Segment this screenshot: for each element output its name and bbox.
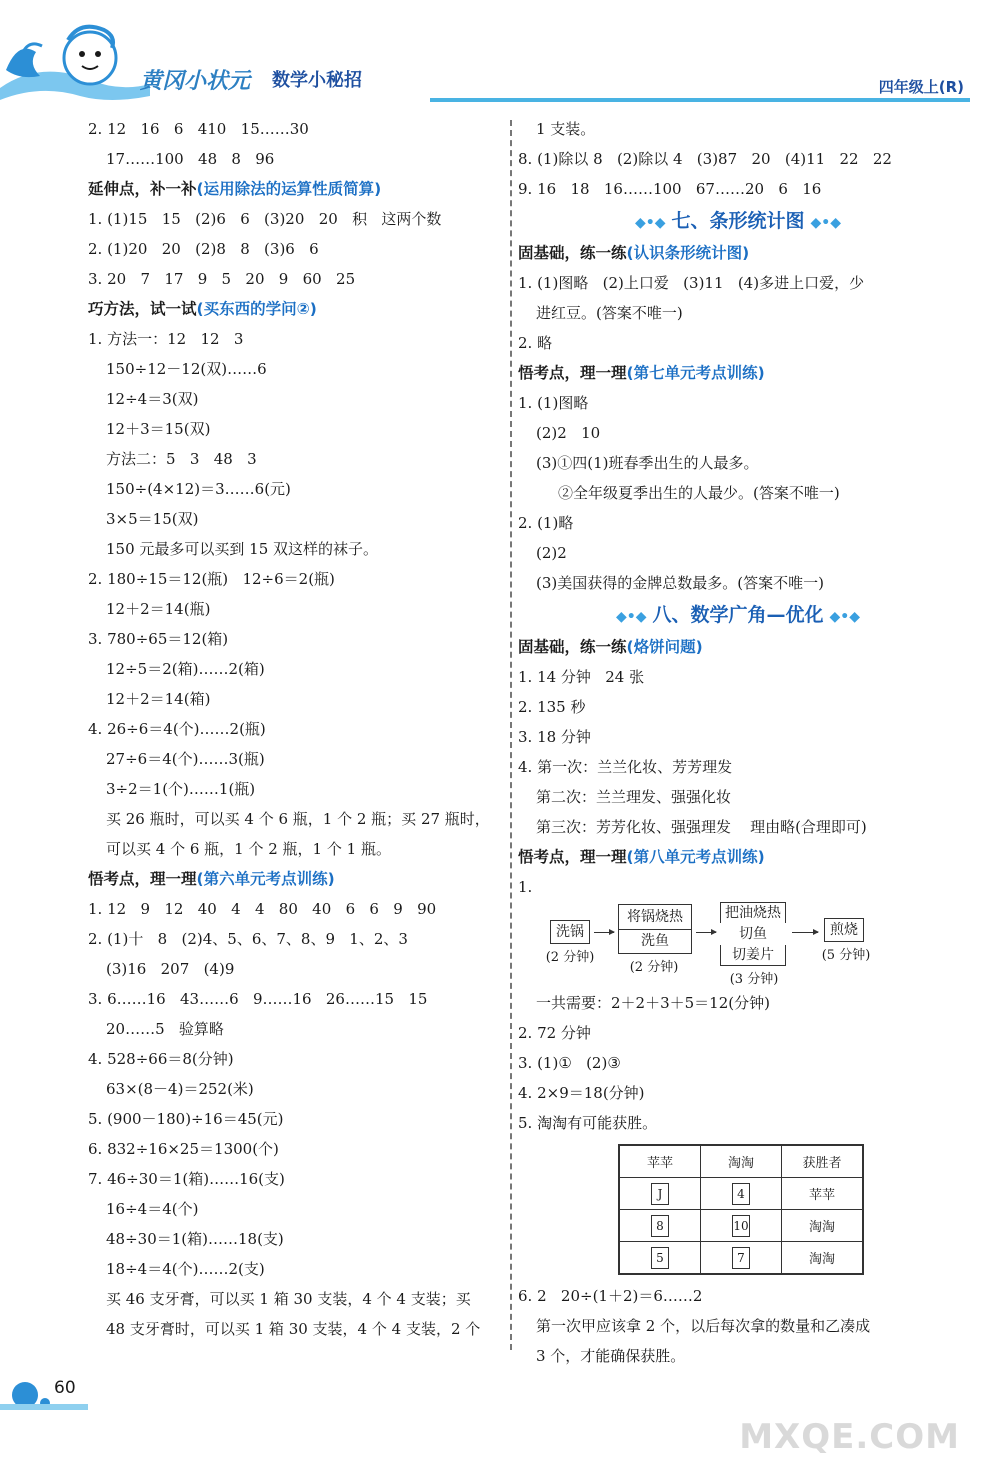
table-cell: 苹苹 (782, 1178, 864, 1210)
section-title: 巧方法，试一试 (88, 300, 197, 318)
answer-line: 3÷2＝1(个)……1(瓶) (106, 780, 256, 798)
answer-line: (3)16 207 (4)9 (106, 960, 235, 978)
answer-line: 48÷30＝1(箱)……18(支) (106, 1230, 284, 1248)
answer-line: 3. (1)① (2)③ (518, 1054, 621, 1072)
flow-cut-ginger-label: 切姜片 (720, 945, 786, 966)
diamond-ornament-icon: ◆•◆ (829, 609, 860, 625)
flow-wash-fish-label: 洗鱼 (641, 933, 669, 949)
flow-arrow-icon (594, 932, 614, 933)
answer-line: 16÷4＝4(个) (106, 1200, 199, 1218)
diamond-ornament-icon: ◆•◆ (616, 609, 647, 625)
answer-line: 27÷6＝4(个)……3(瓶) (106, 750, 265, 768)
answer-line: 1 支装。 (536, 120, 596, 138)
game-result-table (618, 1144, 864, 1275)
table-cell: 淘淘 (782, 1210, 864, 1242)
answer-line: 12÷5＝2(箱)……2(箱) (106, 660, 265, 678)
answer-line: 5. (900－180)÷16＝45(元) (88, 1110, 284, 1128)
answer-line: 150÷12－12(双)……6 (106, 360, 267, 378)
answer-line: 1. 方法一：12 12 3 (88, 330, 244, 348)
table-header-cell: 淘淘 (701, 1145, 782, 1178)
table-header-cell: 苹苹 (619, 1145, 701, 1178)
section-note: (烙饼问题) (626, 638, 703, 656)
answer-line: 17……100 48 8 96 (106, 150, 275, 168)
table-header-cell: 获胜者 (782, 1145, 864, 1178)
page-number: 60 (54, 1378, 76, 1398)
answer-line: 2. (1)十 8 (2)4、5、6、7、8、9 1、2、3 (88, 930, 408, 948)
answer-line: 150 元最多可以买到 15 双这样的袜子。 (106, 540, 379, 558)
section-note: (第八单元考点训练) (626, 848, 765, 866)
chapter-title (518, 598, 958, 632)
answer-line: 7. 46÷30＝1(箱)……16(支) (88, 1170, 285, 1188)
answer-line: 方法二：5 3 48 3 (106, 450, 257, 468)
answer-line: 3. 20 7 17 9 5 20 9 60 25 (88, 270, 356, 288)
diamond-ornament-icon: ◆•◆ (635, 215, 666, 231)
section-note: (运用除法的运算性质简算) (196, 180, 382, 198)
section-heading (518, 842, 958, 872)
flow-step-fry: 煎烧 (824, 918, 864, 942)
answer-line: 6. 832÷16×25＝1300(个) (88, 1140, 279, 1158)
answer-line: 可以买 4 个 6 瓶，1 个 2 瓶，1 个 1 瓶。 (106, 840, 391, 858)
flow-time-4: (5 分钟) (821, 948, 871, 963)
answer-line: 63×(8－4)＝252(米) (106, 1080, 254, 1098)
section-title: 悟考点，理一理 (88, 870, 197, 888)
table-cell: 淘淘 (782, 1242, 864, 1275)
answer-line: 4. 第一次：兰兰化妆、芳芳理发 (518, 758, 733, 776)
table-cell (619, 1210, 701, 1242)
flow-arrow-icon (696, 932, 716, 933)
answer-line: (2)2 10 (536, 424, 601, 442)
section-heading (518, 238, 958, 268)
column-divider (510, 120, 512, 1350)
chapter-title-text: 七、条形统计图 (671, 210, 805, 232)
answer-line: 3. 780÷65＝12(箱) (88, 630, 229, 648)
answer-line: 2. 180÷15＝12(瓶) 12÷6＝2(瓶) (88, 570, 335, 588)
section-note: (第六单元考点训练) (196, 870, 335, 888)
table-cell (701, 1210, 782, 1242)
card-value: 8 (651, 1215, 669, 1237)
card-value: J (651, 1183, 669, 1205)
section-heading (88, 174, 508, 204)
right-column (518, 114, 958, 1371)
answer-line: 一共需要：2＋2＋3＋5＝12(分钟) (536, 994, 770, 1012)
answer-line: 5. 淘淘有可能获胜。 (518, 1114, 658, 1132)
answer-line: 4. 26÷6＝4(个)……2(瓶) (88, 720, 266, 738)
diamond-ornament-icon: ◆•◆ (810, 215, 841, 231)
answer-line: 3×5＝15(双) (106, 510, 199, 528)
section-title: 延伸点，补一补 (88, 180, 197, 198)
footer-bar (0, 1404, 88, 1410)
table-cell (619, 1242, 701, 1275)
answer-line: 买 26 瓶时，可以买 4 个 6 瓶，1 个 2 瓶；买 27 瓶时， (106, 810, 490, 828)
answer-line: 1. (1)15 15 (2)6 6 (3)20 20 积 这两个数 (88, 210, 442, 228)
flow-heat-oil-label: 把油烧热 (720, 902, 786, 923)
table-row (619, 1210, 863, 1242)
answer-line: 20……5 验算略 (106, 1020, 224, 1038)
section-note: (认识条形统计图) (626, 244, 750, 262)
table-row (619, 1178, 863, 1210)
flow-time-3: (3 分钟) (729, 972, 779, 987)
flow-time-1: (2 分钟) (545, 950, 595, 965)
answer-line: 150÷(4×12)＝3……6(元) (106, 480, 291, 498)
answer-line: 12＋2＝14(瓶) (106, 600, 211, 618)
table-cell (701, 1242, 782, 1275)
answer-line: 1. 14 分钟 24 张 (518, 668, 645, 686)
page-header (0, 0, 1000, 110)
flow-step-wash-pot: 洗锅 (550, 920, 590, 944)
card-value: 10 (732, 1215, 750, 1237)
flow-step-prepare (720, 902, 786, 966)
answer-line: 48 支牙膏时，可以买 1 箱 30 支装，4 个 4 支装，2 个 (106, 1320, 481, 1338)
table-header-row (619, 1145, 863, 1178)
answer-line: 第二次：兰兰理发、强强化妆 (536, 788, 732, 806)
answer-line: 第一次甲应该拿 2 个，以后每次拿的数量和乙凑成 (536, 1317, 871, 1335)
flow-cut-fish-label: 切鱼 (739, 926, 767, 942)
section-title: 悟考点，理一理 (518, 848, 627, 866)
answer-line: 1. (1)图略 (518, 394, 589, 412)
answer-line: 3. 18 分钟 (518, 728, 591, 746)
answer-line: 第三次：芳芳化妆、强强理发 理由略(合理即可) (536, 818, 867, 836)
answer-line: 12＋2＝14(箱) (106, 690, 211, 708)
answer-line: 2. 12 16 6 410 15……30 (88, 120, 309, 138)
book-subtitle: 数学小秘招 (272, 70, 362, 91)
answer-line: 3. 6……16 43……6 9……16 26……15 15 (88, 990, 428, 1008)
answer-line: 6. 2 20÷(1＋2)＝6……2 (518, 1287, 703, 1305)
answer-line: 2. 略 (518, 334, 553, 352)
answer-line: 2. (1)略 (518, 514, 574, 532)
card-value: 4 (732, 1183, 750, 1205)
chapter-title-text: 八、数学广角—优化 (652, 604, 824, 626)
header-line (430, 98, 970, 102)
table-cell (701, 1178, 782, 1210)
section-heading (518, 358, 958, 388)
chapter-title (518, 204, 958, 238)
answer-line: 8. (1)除以 8 (2)除以 4 (3)87 20 (4)11 22 22 (518, 150, 892, 168)
section-title: 悟考点，理一理 (518, 364, 627, 382)
answer-line: 3 个，才能确保获胜。 (536, 1347, 686, 1365)
answer-line: 9. 16 18 16……100 67……20 6 16 (518, 180, 822, 198)
answer-line: 1. (518, 878, 533, 896)
answer-line: 4. 2×9＝18(分钟) (518, 1084, 645, 1102)
cooking-flowchart (518, 902, 958, 988)
answer-line: 1. (1)图略 (2)上口爱 (3)11 (4)多进上口爱，少 (518, 274, 865, 292)
answer-line: (2)2 (536, 544, 567, 562)
brand-logo-text: 黄冈小状元 (140, 69, 251, 94)
grade-label: 四年级上(R) (878, 78, 964, 96)
section-heading (88, 294, 508, 324)
mascot-logo-icon (0, 0, 150, 105)
flow-time-2: (2 分钟) (629, 960, 679, 975)
answer-line: ②全年级夏季出生的人最少。(答案不唯一) (558, 484, 840, 502)
answer-line: (3)①四(1)班春季出生的人最多。 (536, 454, 759, 472)
section-heading (88, 864, 508, 894)
flow-heat-pot-label: 将锅烧热 (619, 905, 691, 930)
answer-line: 2. 72 分钟 (518, 1024, 591, 1042)
answer-line: 4. 528÷66＝8(分钟) (88, 1050, 234, 1068)
answer-line: 进红豆。(答案不唯一) (536, 304, 683, 322)
answer-line: 买 46 支牙膏，可以买 1 箱 30 支装，4 个 4 支装；买 (106, 1290, 471, 1308)
left-column (88, 114, 508, 1344)
flow-arrow-icon (792, 932, 818, 933)
answer-line: 12＋3＝15(双) (106, 420, 211, 438)
answer-line: 1. 12 9 12 40 4 4 80 40 6 6 9 90 (88, 900, 437, 918)
section-title: 固基础，练一练 (518, 638, 627, 656)
answer-line: (3)美国获得的金牌总数最多。(答案不唯一) (536, 574, 824, 592)
section-note: (买东西的学问②) (196, 300, 317, 318)
section-note: (第七单元考点训练) (626, 364, 765, 382)
answer-line: 2. (1)20 20 (2)8 8 (3)6 6 (88, 240, 319, 258)
answer-line: 18÷4＝4(个)……2(支) (106, 1260, 265, 1278)
answer-line: 12÷4＝3(双) (106, 390, 199, 408)
answer-line: 2. 135 秒 (518, 698, 586, 716)
card-value: 5 (651, 1247, 669, 1269)
table-row (619, 1242, 863, 1275)
flow-step-heat-pot (618, 904, 692, 954)
card-value: 7 (732, 1247, 750, 1269)
watermark-logo: MXQE.COM (739, 1417, 960, 1457)
section-title: 固基础，练一练 (518, 244, 627, 262)
section-heading (518, 632, 958, 662)
table-cell (619, 1178, 701, 1210)
